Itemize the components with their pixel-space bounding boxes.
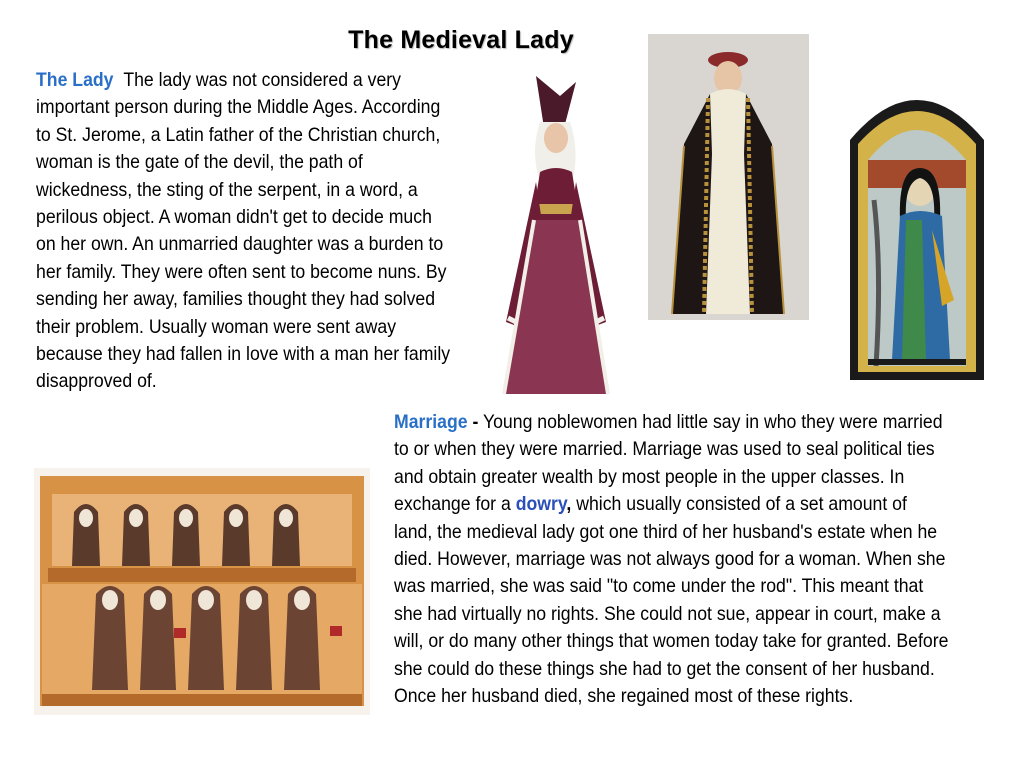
marriage-body-rest: which usually consisted of a set amount of land, the medieval lady got one third of her husband's estate when he died. However, marriage was not always good for a woman. When she was married, she was said "to come under the rod". This meant that she had virtually no rights. She could not sue, appear in court, make a will, or do many other things that women today take for granted. Before she could do these things she had to get the consent of her husband. Once her husband died, she regained most of these rights. bbox=[394, 494, 949, 708]
stained-glass-window-image bbox=[846, 70, 988, 382]
marriage-body-intro: Young noblewomen had little say in who they were married to or when they were married. Marriage was used to seal political ties and obtain greater wealth by most people in the upper classes. In exchange for a bbox=[394, 412, 943, 516]
nuns-choir-stall-image bbox=[34, 468, 370, 715]
dowry-keyword: dowry bbox=[515, 494, 567, 516]
marriage-paragraph bbox=[394, 409, 950, 710]
lady-body: The lady was not considered a very important person during the Middle Ages. According to St. Jerome, a Latin father of the Christian church, woman is the gate of the devil, the path of wickedness, the sting of the serpent, in a word, a perilous object. A woman didn't get to decide much on her own. An unmarried daughter was a burden to her family. They were often sent to become nuns. By sending her away, families thought they had solved their problem. Usually woman were sent away because they had fallen in love with a man her family disapproved of. bbox=[36, 70, 451, 393]
lady-paragraph bbox=[36, 67, 455, 396]
burgundy-gown-lady-image bbox=[500, 72, 612, 398]
lady-heading: The Lady bbox=[36, 70, 114, 91]
page-title: The Medieval Lady bbox=[348, 26, 574, 54]
embroidered-robe-lady-image bbox=[648, 34, 809, 320]
marriage-separator: - bbox=[472, 412, 479, 433]
dowry-comma: , bbox=[566, 494, 572, 516]
marriage-heading: Marriage bbox=[394, 412, 468, 433]
